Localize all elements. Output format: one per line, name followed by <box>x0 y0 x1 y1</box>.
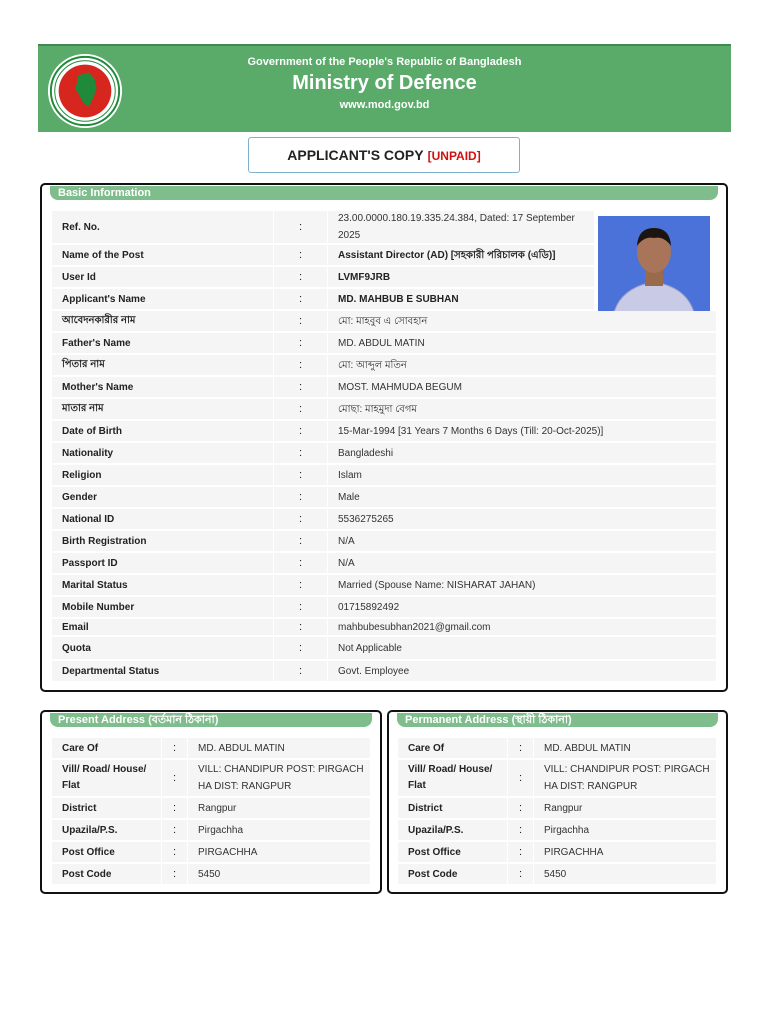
field-separator: : <box>274 637 328 659</box>
basic-info-row <box>52 289 594 310</box>
permanent-address-title: Permanent Address (স্থায়ী ঠিকানা) <box>397 713 718 727</box>
field-value: Male <box>338 491 360 503</box>
basic-info-row <box>52 377 716 398</box>
field-value: 5536275265 <box>338 513 394 525</box>
field-value: MD. ABDUL MATIN <box>198 742 285 754</box>
field-value: Pirgachha <box>544 824 590 836</box>
applicant-photo <box>598 216 710 322</box>
field-label: User Id <box>52 267 274 287</box>
field-value: VILL: CHANDIPUR POST: PIRGACH HA DIST: RANGPUR <box>544 764 710 792</box>
field-label: District <box>52 798 162 818</box>
field-value: মো: আব্দুল মতিন <box>338 359 407 371</box>
field-label: আবেদনকারীর নাম <box>52 311 274 331</box>
field-separator: : <box>274 443 328 463</box>
permanent-address-row <box>398 798 716 819</box>
field-value: LVMF9JRB <box>338 271 391 283</box>
present-address-title: Present Address (বর্তমান ঠিকানা) <box>50 713 372 727</box>
field-value: মোছা: মাহমুদা বেগম <box>338 403 417 415</box>
field-label: Post Code <box>398 864 508 884</box>
field-value: Married (Spouse Name: NISHARAT JAHAN) <box>338 579 536 591</box>
basic-info-row <box>52 211 594 244</box>
permanent-address-row <box>398 760 716 797</box>
basic-info-row <box>52 661 716 682</box>
field-value: PIRGACHHA <box>544 846 604 858</box>
field-label: Date of Birth <box>52 421 274 441</box>
field-label: Father's Name <box>52 333 274 353</box>
field-value: Pirgachha <box>198 824 244 836</box>
copy-label: APPLICANT'S COPY <box>287 147 424 163</box>
permanent-address-row <box>398 738 716 759</box>
field-separator: : <box>274 661 328 681</box>
field-value: Not Applicable <box>338 642 402 654</box>
basic-info-row <box>52 421 716 442</box>
field-label: Vill/ Road/ House/ Flat <box>398 760 508 796</box>
field-value: 23.00.0000.180.19.335.24.384, Dated: 17 September 2025 <box>338 213 575 241</box>
field-label: Upazila/P.S. <box>52 820 162 840</box>
basic-info-row <box>52 575 716 596</box>
field-label: Mobile Number <box>52 597 274 617</box>
field-separator: : <box>274 553 328 573</box>
permanent-address-row <box>398 842 716 863</box>
field-value: Bangladeshi <box>338 447 394 459</box>
field-label: Care Of <box>52 738 162 758</box>
field-label: Gender <box>52 487 274 507</box>
field-separator: : <box>274 355 328 375</box>
field-value: MOST. MAHMUDA BEGUM <box>338 381 462 393</box>
ministry-website: www.mod.gov.bd <box>339 99 430 111</box>
field-separator: : <box>274 597 328 617</box>
field-separator: : <box>508 760 534 796</box>
field-label: Email <box>52 619 274 635</box>
field-value: মো: মাহবুব এ সোবহান <box>338 315 428 327</box>
field-value: Govt. Employee <box>338 665 410 677</box>
field-separator: : <box>274 311 328 331</box>
basic-info-row <box>52 619 716 636</box>
basic-info-row <box>52 487 716 508</box>
field-value: MD. MAHBUB E SUBHAN <box>338 293 459 305</box>
present-address-row <box>52 760 370 797</box>
present-address-row <box>52 798 370 819</box>
present-address-row <box>52 842 370 863</box>
field-separator: : <box>508 820 534 840</box>
field-value: Rangpur <box>198 802 237 814</box>
field-separator: : <box>162 738 188 758</box>
field-label: Departmental Status <box>52 661 274 681</box>
field-separator: : <box>274 211 328 243</box>
field-value: Islam <box>338 469 362 481</box>
field-separator: : <box>274 377 328 397</box>
ministry-header <box>38 44 731 132</box>
permanent-address-row <box>398 864 716 885</box>
basic-info-row <box>52 465 716 486</box>
field-label: Passport ID <box>52 553 274 573</box>
field-label: District <box>398 798 508 818</box>
field-separator: : <box>162 842 188 862</box>
basic-info-row <box>52 597 716 618</box>
field-label: Upazila/P.S. <box>398 820 508 840</box>
field-label: Mother's Name <box>52 377 274 397</box>
field-separator: : <box>508 738 534 758</box>
field-value: Rangpur <box>544 802 583 814</box>
field-separator: : <box>274 619 328 635</box>
field-separator: : <box>274 399 328 419</box>
field-separator: : <box>274 575 328 595</box>
applicant-copy-badge <box>248 137 520 173</box>
present-address-row <box>52 864 370 885</box>
government-title: Government of the People's Republic of Bangladesh <box>247 56 522 68</box>
basic-info-row <box>52 531 716 552</box>
field-separator: : <box>508 864 534 884</box>
basic-info-row <box>52 637 716 660</box>
field-value: 5450 <box>198 868 221 880</box>
field-label: Post Office <box>52 842 162 862</box>
field-separator: : <box>162 760 188 796</box>
payment-status: [UNPAID] <box>427 149 481 163</box>
field-label: Vill/ Road/ House/ Flat <box>52 760 162 796</box>
field-value: N/A <box>338 557 355 569</box>
field-label: Religion <box>52 465 274 485</box>
field-value: PIRGACHHA <box>198 846 258 858</box>
field-separator: : <box>274 421 328 441</box>
field-separator: : <box>274 487 328 507</box>
field-separator: : <box>274 333 328 353</box>
basic-info-row <box>52 311 716 332</box>
field-label: National ID <box>52 509 274 529</box>
present-address-row <box>52 820 370 841</box>
field-value: MD. ABDUL MATIN <box>544 742 631 754</box>
field-value: 15-Mar-1994 [31 Years 7 Months 6 Days (Till: 20-Oct-2025)] <box>338 425 604 437</box>
field-label: Care Of <box>398 738 508 758</box>
field-label: Nationality <box>52 443 274 463</box>
basic-info-row <box>52 267 594 288</box>
field-separator: : <box>162 820 188 840</box>
field-label: Post Office <box>398 842 508 862</box>
field-separator: : <box>162 798 188 818</box>
field-label: Name of the Post <box>52 245 274 265</box>
field-value: N/A <box>338 535 355 547</box>
permanent-address-row <box>398 820 716 841</box>
field-value: VILL: CHANDIPUR POST: PIRGACH HA DIST: RANGPUR <box>198 764 364 792</box>
basic-info-row <box>52 355 716 376</box>
basic-info-row <box>52 245 594 266</box>
field-value: mahbubesubhan2021@gmail.com <box>338 621 491 633</box>
field-label: Birth Registration <box>52 531 274 551</box>
field-label: Post Code <box>52 864 162 884</box>
field-label: পিতার নাম <box>52 355 274 375</box>
basic-info-row <box>52 553 716 574</box>
field-separator: : <box>162 864 188 884</box>
field-label: মাতার নাম <box>52 399 274 419</box>
basic-info-row <box>52 399 716 420</box>
field-separator: : <box>274 289 328 309</box>
field-separator: : <box>508 798 534 818</box>
field-value: 01715892492 <box>338 601 400 613</box>
field-label: Ref. No. <box>52 211 274 243</box>
field-value: MD. ABDUL MATIN <box>338 337 425 349</box>
field-separator: : <box>274 509 328 529</box>
field-value: Assistant Director (AD) [সহকারী পরিচালক (এডি)] <box>338 249 556 261</box>
ministry-title: Ministry of Defence <box>292 72 477 94</box>
field-value: 5450 <box>544 868 567 880</box>
basic-info-row <box>52 509 716 530</box>
field-separator: : <box>274 465 328 485</box>
field-separator: : <box>274 267 328 287</box>
field-label: Applicant's Name <box>52 289 274 309</box>
field-label: Quota <box>52 637 274 659</box>
basic-info-row <box>52 443 716 464</box>
field-label: Marital Status <box>52 575 274 595</box>
field-separator: : <box>508 842 534 862</box>
basic-info-row <box>52 333 716 354</box>
present-address-row <box>52 738 370 759</box>
field-separator: : <box>274 245 328 265</box>
field-separator: : <box>274 531 328 551</box>
basic-information-title: Basic Information <box>50 186 718 200</box>
